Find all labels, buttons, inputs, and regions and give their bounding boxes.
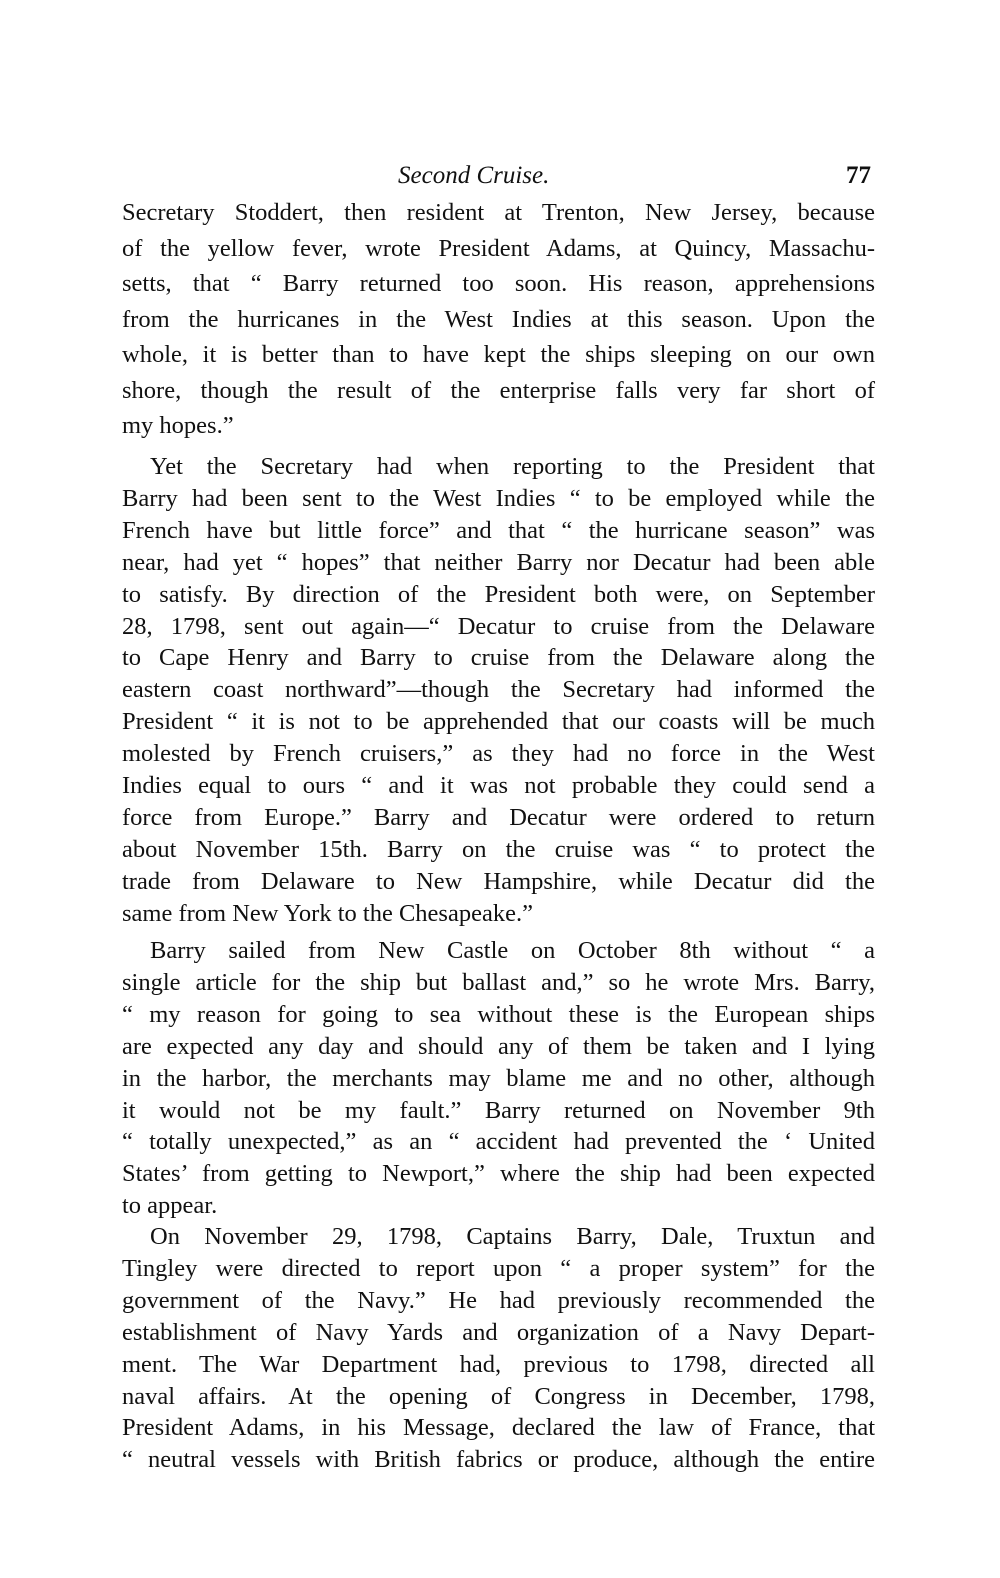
text-line: same from New York to the Chesapeake.” bbox=[122, 899, 533, 927]
text-line: single article for the ship but ballast and,” so he wrote Mrs. Barry, bbox=[122, 968, 875, 996]
page-number: 77 bbox=[846, 162, 871, 189]
text-line: about November 15th. Barry on the cruise was “ to protect the bbox=[122, 835, 875, 863]
text-line: establishment of Navy Yards and organization of a Navy Depart- bbox=[122, 1318, 875, 1346]
text-line: Tingley were directed to report upon “ a proper system” for the bbox=[122, 1254, 875, 1282]
text-line: Indies equal to ours “ and it was not probable they could send a bbox=[122, 772, 875, 799]
text-line: to satisfy. By direction of the President both were, on September bbox=[122, 580, 875, 608]
text-line: setts, that “ Barry returned too soon. His reason, apprehensions bbox=[122, 270, 875, 297]
text-line: molested by French cruisers,” as they had no force in the West bbox=[122, 740, 875, 768]
text-line: Barry sailed from New Castle on October 8th without “ a bbox=[150, 937, 875, 964]
text-line: government of the Navy.” He had previously recommended the bbox=[122, 1286, 875, 1314]
text-line: On November 29, 1798, Captains Barry, Dale, Truxtun and bbox=[150, 1223, 875, 1250]
text-line: whole, it is better than to have kept the ships sleeping on our own bbox=[122, 341, 875, 368]
text-line: near, had yet “ hopes” that neither Barry nor Decatur had been able bbox=[122, 548, 875, 576]
text-line: French have but little force” and that “ the hurricane season” was bbox=[122, 516, 875, 544]
text-line: “ my reason for going to sea without these is the European ships bbox=[122, 1000, 875, 1028]
text-line: 28, 1798, sent out again—“ Decatur to cruise from the Delaware bbox=[122, 612, 875, 640]
text-line: Secretary Stoddert, then resident at Trenton, New Jersey, because bbox=[122, 199, 875, 226]
running-head: Second Cruise. bbox=[398, 162, 550, 189]
text-line: President Adams, in his Message, declared the law of France, that bbox=[122, 1414, 875, 1442]
text-line: force from Europe.” Barry and Decatur were ordered to return bbox=[122, 803, 875, 831]
text-line: to appear. bbox=[122, 1192, 218, 1220]
text-line: of the yellow fever, wrote President Adams, at Quincy, Massachu- bbox=[122, 234, 875, 262]
text-line: “ neutral vessels with British fabrics or produce, although the entire bbox=[122, 1446, 875, 1474]
text-line: from the hurricanes in the West Indies at this season. Upon the bbox=[122, 305, 875, 333]
text-line: “ totally unexpected,” as an “ accident had prevented the ‘ United bbox=[122, 1128, 875, 1156]
text-line: in the harbor, the merchants may blame me and no other, although bbox=[122, 1064, 875, 1092]
text-line: my hopes.” bbox=[122, 412, 234, 439]
text-line: Yet the Secretary had when reporting to the President that bbox=[150, 453, 875, 480]
text-line: eastern coast northward”—though the Secretary had informed the bbox=[122, 676, 875, 704]
text-line: naval affairs. At the opening of Congress in December, 1798, bbox=[122, 1382, 875, 1410]
text-line: to Cape Henry and Barry to cruise from the Delaware along the bbox=[122, 644, 875, 672]
text-line: President “ it is not to be apprehended that our coasts will be much bbox=[122, 708, 875, 736]
text-line: it would not be my fault.” Barry returned on November 9th bbox=[122, 1096, 875, 1124]
text-line: are expected any day and should any of them be taken and I lying bbox=[122, 1032, 875, 1060]
text-line: ment. The War Department had, previous to 1798, directed all bbox=[122, 1350, 875, 1378]
text-line: shore, though the result of the enterprise falls very far short of bbox=[122, 376, 875, 404]
text-line: Barry had been sent to the West Indies “ to be employed while the bbox=[122, 484, 875, 512]
text-line: States’ from getting to Newport,” where the ship had been expected bbox=[122, 1160, 875, 1188]
text-line: trade from Delaware to New Hampshire, while Decatur did the bbox=[122, 867, 875, 895]
